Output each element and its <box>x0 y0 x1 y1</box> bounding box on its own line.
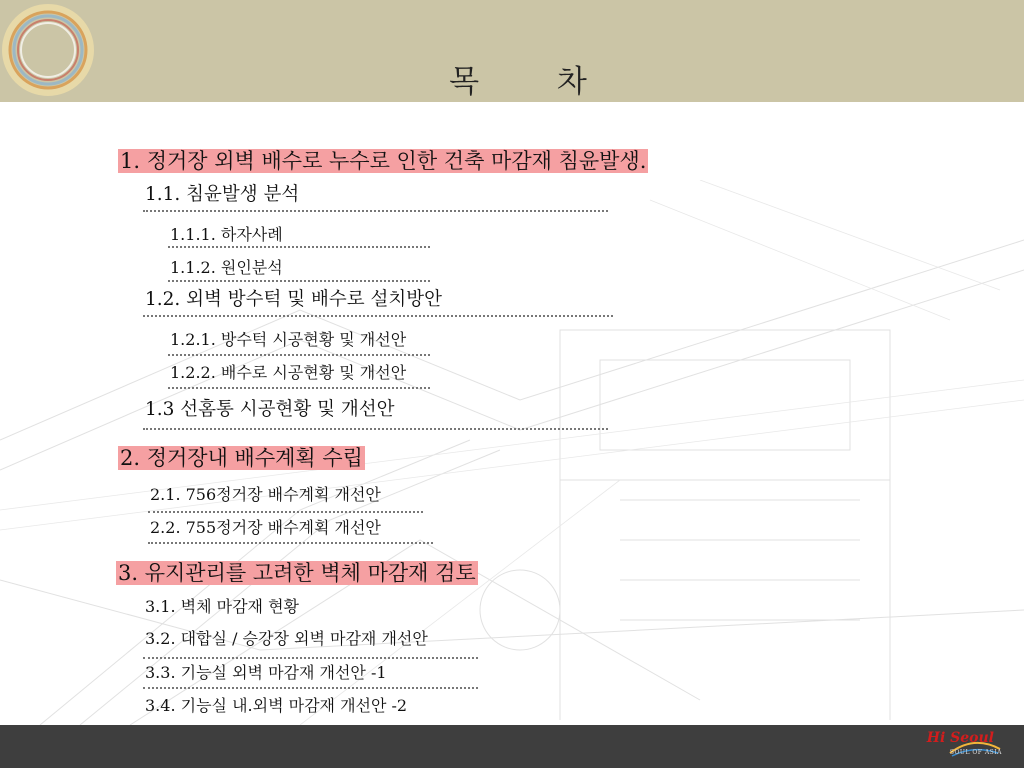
footer-brand: Hi Seoul <box>926 730 994 746</box>
toc-section-2[interactable] <box>118 446 365 470</box>
footer-band <box>0 725 1024 768</box>
dotted-divider <box>168 387 430 389</box>
dotted-divider <box>143 687 478 689</box>
dotted-divider <box>143 315 613 317</box>
toc-item-2-1[interactable]: 2.1. 756정거장 배수계획 개선안 <box>150 485 381 504</box>
toc-item-1-1-2[interactable]: 1.1.2. 원인분석 <box>170 258 283 277</box>
toc-item-1-3[interactable]: 1.3 선홈통 시공현황 및 개선안 <box>145 399 395 420</box>
toc-section-1-label: 1. 정거장 외벽 배수로 누수로 인한 건축 마감재 침윤발생. <box>120 149 647 173</box>
toc-item-1-2-2[interactable]: 1.2.2. 배수로 시공현황 및 개선안 <box>170 363 407 382</box>
dotted-divider <box>143 210 608 212</box>
toc-item-3-3[interactable]: 3.3. 기능실 외벽 마감재 개선안 -1 <box>145 663 387 682</box>
footer-tagline: SOUL OF ASIA <box>949 749 1002 756</box>
toc-item-3-2[interactable]: 3.2. 대합실 / 승강장 외벽 마감재 개선안 <box>145 629 428 648</box>
dotted-divider <box>143 657 478 659</box>
dotted-divider <box>148 542 433 544</box>
dotted-divider <box>148 511 423 513</box>
toc-item-1-2[interactable]: 1.2. 외벽 방수턱 및 배수로 설치방안 <box>145 289 443 310</box>
dotted-divider <box>168 246 430 248</box>
page-title: 목 차 <box>449 64 621 100</box>
toc-item-3-1[interactable]: 3.1. 벽체 마감재 현황 <box>145 597 299 616</box>
toc-item-1-1[interactable]: 1.1. 침윤발생 분석 <box>145 184 300 205</box>
toc-section-3-label: 3. 유지관리를 고려한 벽체 마감재 검토 <box>118 561 476 585</box>
toc-item-3-4[interactable]: 3.4. 기능실 내.외벽 마감재 개선안 -2 <box>145 696 408 715</box>
toc-section-1[interactable] <box>118 149 648 173</box>
dotted-divider <box>143 428 608 430</box>
toc-item-2-2[interactable]: 2.2. 755정거장 배수계획 개선안 <box>150 518 381 537</box>
toc-item-1-1-1[interactable]: 1.1.1. 하자사례 <box>170 225 283 244</box>
toc-item-1-2-1[interactable]: 1.2.1. 방수턱 시공현황 및 개선안 <box>170 330 407 349</box>
toc-section-3[interactable] <box>116 561 541 585</box>
toc-section-2-label: 2. 정거장내 배수계획 수립 <box>120 446 363 470</box>
dotted-divider <box>168 354 430 356</box>
dotted-divider <box>168 280 430 282</box>
